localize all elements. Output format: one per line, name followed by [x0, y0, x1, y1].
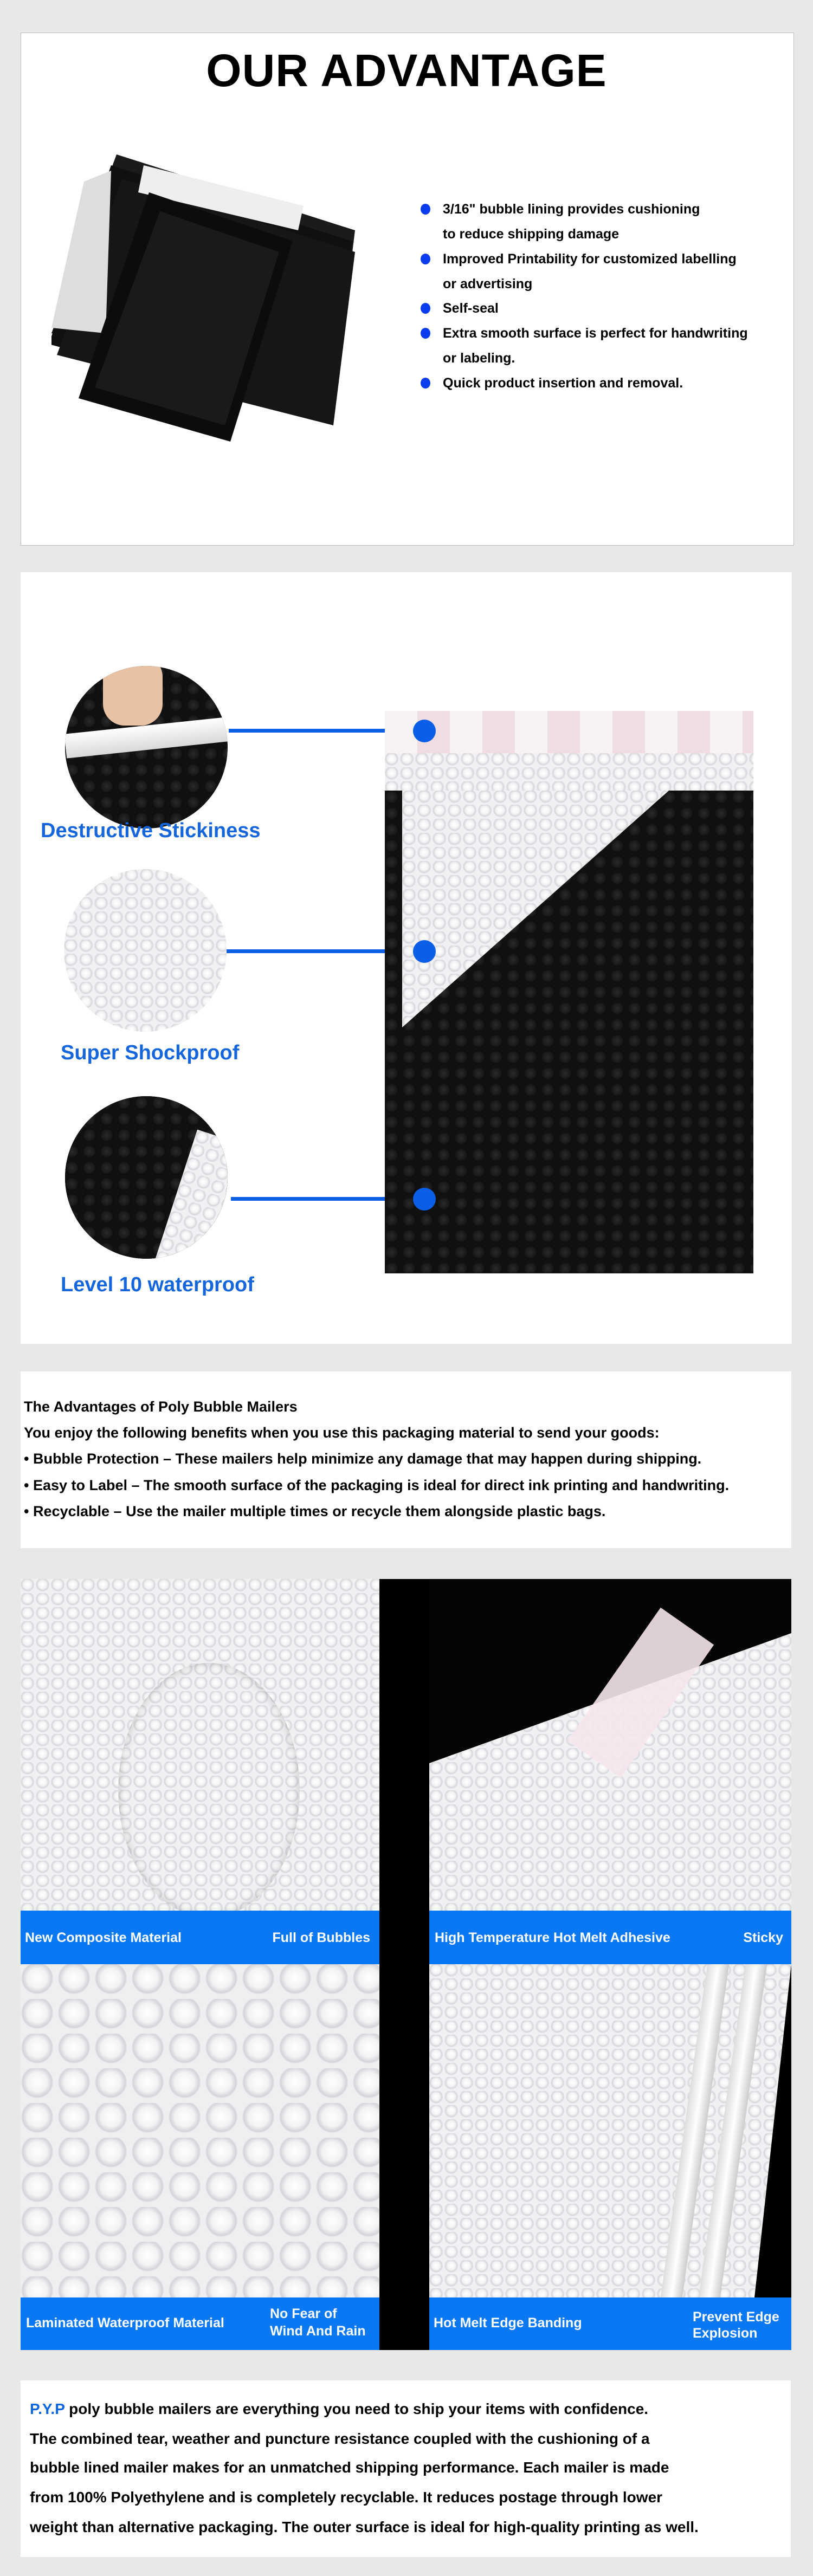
stickiness-photo — [65, 666, 228, 829]
band-tag-line: Prevent Edge — [693, 2309, 779, 2325]
shockproof-photo — [64, 869, 227, 1032]
mailer-product-image — [385, 711, 753, 1273]
advantage-item: Extra smooth surface is perfect for handwriting — [443, 326, 748, 341]
brand-line: from 100% Polyethylene and is completely recyclable. It reduces postage through lower — [30, 2489, 663, 2506]
gallery-band — [21, 1911, 379, 1964]
band-tag: Full of Bubbles — [272, 1930, 370, 1945]
band-title: New Composite Material — [25, 1930, 182, 1945]
description-heading: The Advantages of Poly Bubble Mailers — [24, 1399, 298, 1415]
benefit-item: • Bubble Protection – These mailers help minimize any damage that may happen during shipping. — [24, 1451, 702, 1467]
white-bubble-lining — [385, 753, 753, 791]
advantage-item-cont: or labeling. — [443, 351, 515, 366]
feature-label-shockproof: Super Shockproof — [61, 1041, 240, 1064]
band-title: Laminated Waterproof Material — [26, 2315, 224, 2331]
bullet-dot-icon — [421, 378, 430, 389]
advantage-item-cont: to reduce shipping damage — [443, 226, 620, 242]
adhesive-strip — [385, 711, 753, 753]
benefit-item: • Easy to Label – The smooth surface of the packaging is ideal for direct ink printing and handwriting. — [24, 1477, 730, 1493]
gallery-band — [21, 2297, 379, 2350]
band-tag-line: Explosion — [693, 2326, 758, 2341]
band-tag: Sticky — [743, 1930, 783, 1945]
fingers — [103, 666, 163, 726]
connector-dot-icon — [413, 940, 436, 963]
feature-label-waterproof: Level 10 waterproof — [61, 1273, 254, 1296]
composite-material-photo — [21, 1579, 379, 1911]
connector-dot-icon — [413, 720, 436, 742]
gallery-band — [429, 2297, 791, 2350]
adhesive-photo — [429, 1579, 791, 1911]
brand-line: bubble lined mailer makes for an unmatched shipping performance. Each mailer is made — [30, 2459, 669, 2476]
advantage-item: Improved Printability for customized labelling — [443, 251, 737, 267]
feature-label-stickiness: Destructive Stickiness — [41, 819, 261, 842]
band-title: High Temperature Hot Melt Adhesive — [435, 1930, 670, 1945]
advantage-item: Self-seal — [443, 301, 499, 316]
advantage-item: Quick product insertion and removal. — [443, 376, 683, 391]
brand-line: The combined tear, weather and puncture resistance coupled with the cushioning of a — [30, 2430, 650, 2447]
brand-name: P.Y.P — [30, 2400, 65, 2417]
bullet-dot-icon — [421, 328, 430, 339]
connector-dot-icon — [413, 1188, 436, 1211]
gallery-band — [429, 1911, 791, 1964]
band-tag-line: Wind And Rain — [270, 2323, 366, 2339]
waterproof-photo — [65, 1096, 228, 1259]
section-title: OUR ADVANTAGE — [206, 45, 607, 96]
description-intro: You enjoy the following benefits when you use this packaging material to send your goods: — [24, 1425, 660, 1441]
bullet-dot-icon — [421, 254, 430, 264]
bullet-dot-icon — [421, 303, 430, 314]
band-title: Hot Melt Edge Banding — [434, 2315, 582, 2331]
advantage-item: 3/16" bubble lining provides cushioning — [443, 202, 700, 217]
brand-text: poly bubble mailers are everything you need to ship your items with confidence. — [69, 2400, 649, 2417]
edge-banding-photo — [429, 1964, 791, 2297]
bullet-dot-icon — [421, 204, 430, 215]
band-tag-line: No Fear of — [270, 2306, 337, 2321]
black-mailer-stack-image — [51, 154, 360, 444]
brand-line — [30, 2400, 648, 2418]
waterproof-material-photo — [21, 1964, 379, 2297]
advantage-item-cont: or advertising — [443, 276, 533, 292]
brand-line: weight than alternative packaging. The outer surface is ideal for high-quality printing as well. — [30, 2519, 699, 2535]
benefit-item: • Recyclable – Use the mailer multiple times or recycle them alongside plastic bags. — [24, 1503, 606, 1519]
